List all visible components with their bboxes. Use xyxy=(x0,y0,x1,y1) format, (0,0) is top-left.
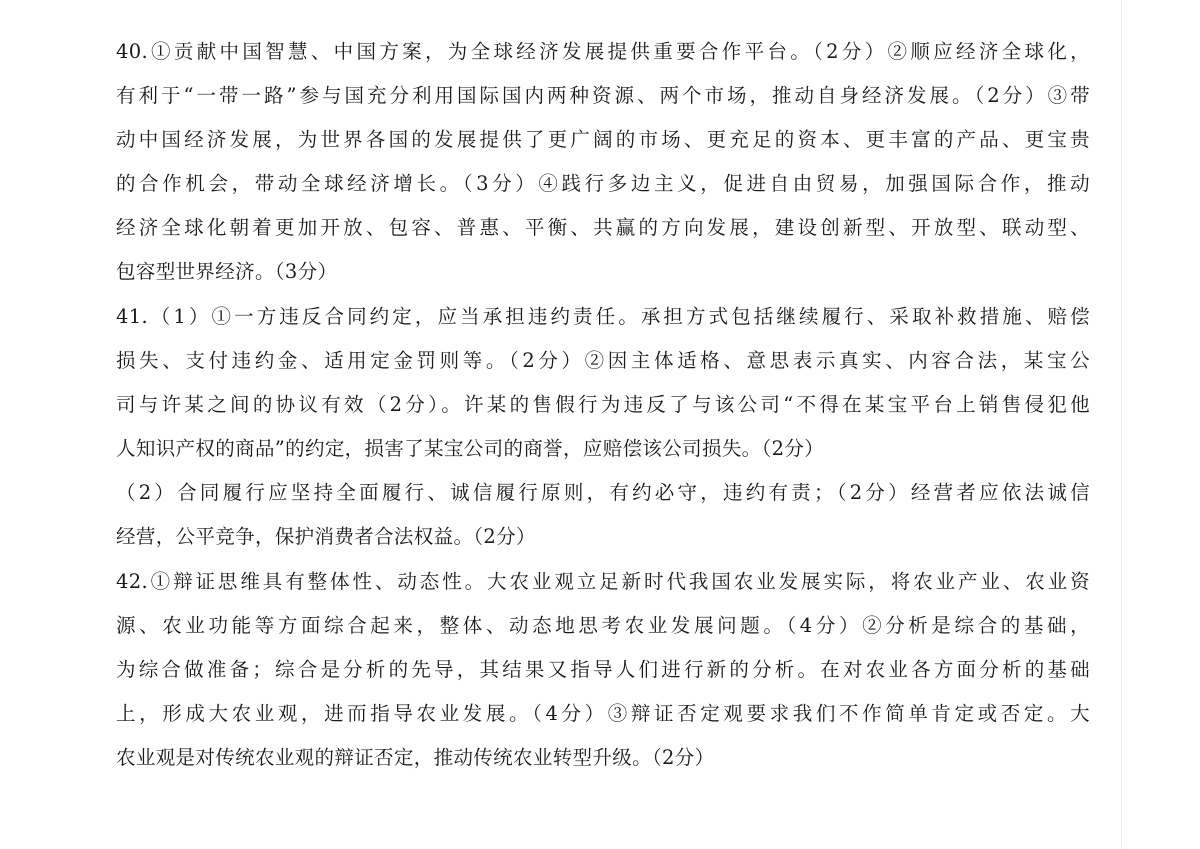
answer-line: 源、农业功能等方面综合起来，整体、动态地思考农业发展问题。（4分）②分析是综合的基础， xyxy=(116,614,1090,637)
answer-line: 有利于“一带一路”参与国充分利用国际国内两种资源、两个市场，推动自身经济发展。（2分）③带 xyxy=(116,84,1090,107)
answer-q40 xyxy=(116,30,1090,294)
page-edge-divider xyxy=(1121,0,1122,849)
answer-line: 为综合做准备；综合是分析的先导，其结果又指导人们进行新的分析。在对农业各方面分析的基础 xyxy=(116,658,1090,681)
answer-line: 司与许某之间的协议有效（2分）。许某的售假行为违反了与该公司“不得在某宝平台上销售侵犯他 xyxy=(116,393,1090,416)
answer-line: 上，形成大农业观，进而指导农业发展。（4分）③辩证否定观要求我们不作简单肯定或否定。大 xyxy=(116,702,1090,725)
answer-line: 42.①辩证思维具有整体性、动态性。大农业观立足新时代我国农业发展实际，将农业产业、农业资 xyxy=(116,570,1090,593)
answer-line: 41.（1）①一方违反合同约定，应当承担违约责任。承担方式包括继续履行、采取补救措施、赔偿 xyxy=(116,305,1090,328)
answer-line: 农业观是对传统农业观的辩证否定，推动传统农业转型升级。（2分） xyxy=(116,746,715,769)
answer-line: （2）合同履行应坚持全面履行、诚信履行原则，有约必守，违约有责；（2分）经营者应依法诚信 xyxy=(116,481,1090,504)
answer-line: 40.①贡献中国智慧、中国方案，为全球经济发展提供重要合作平台。（2分）②顺应经济全球化， xyxy=(116,40,1090,63)
answer-q41 xyxy=(116,295,1090,559)
answer-line: 经营，公平竞争，保护消费者合法权益。（2分） xyxy=(116,525,536,548)
answer-line: 损失、支付违约金、适用定金罚则等。（2分）②因主体适格、意思表示真实、内容合法，某宝公 xyxy=(116,349,1090,372)
answer-line: 经济全球化朝着更加开放、包容、普惠、平衡、共赢的方向发展，建设创新型、开放型、联动型、 xyxy=(116,216,1090,239)
answer-line: 动中国经济发展，为世界各国的发展提供了更广阔的市场、更充足的资本、更丰富的产品、更宝贵 xyxy=(116,128,1090,151)
answer-line: 包容型世界经济。（3分） xyxy=(116,260,338,283)
answer-line: 人知识产权的商品”的约定，损害了某宝公司的商誉，应赔偿该公司损失。（2分） xyxy=(116,437,825,460)
answer-content xyxy=(116,30,1090,780)
answer-q42 xyxy=(116,560,1090,780)
answer-line: 的合作机会，带动全球经济增长。（3分）④践行多边主义，促进自由贸易，加强国际合作，推动 xyxy=(116,172,1090,195)
